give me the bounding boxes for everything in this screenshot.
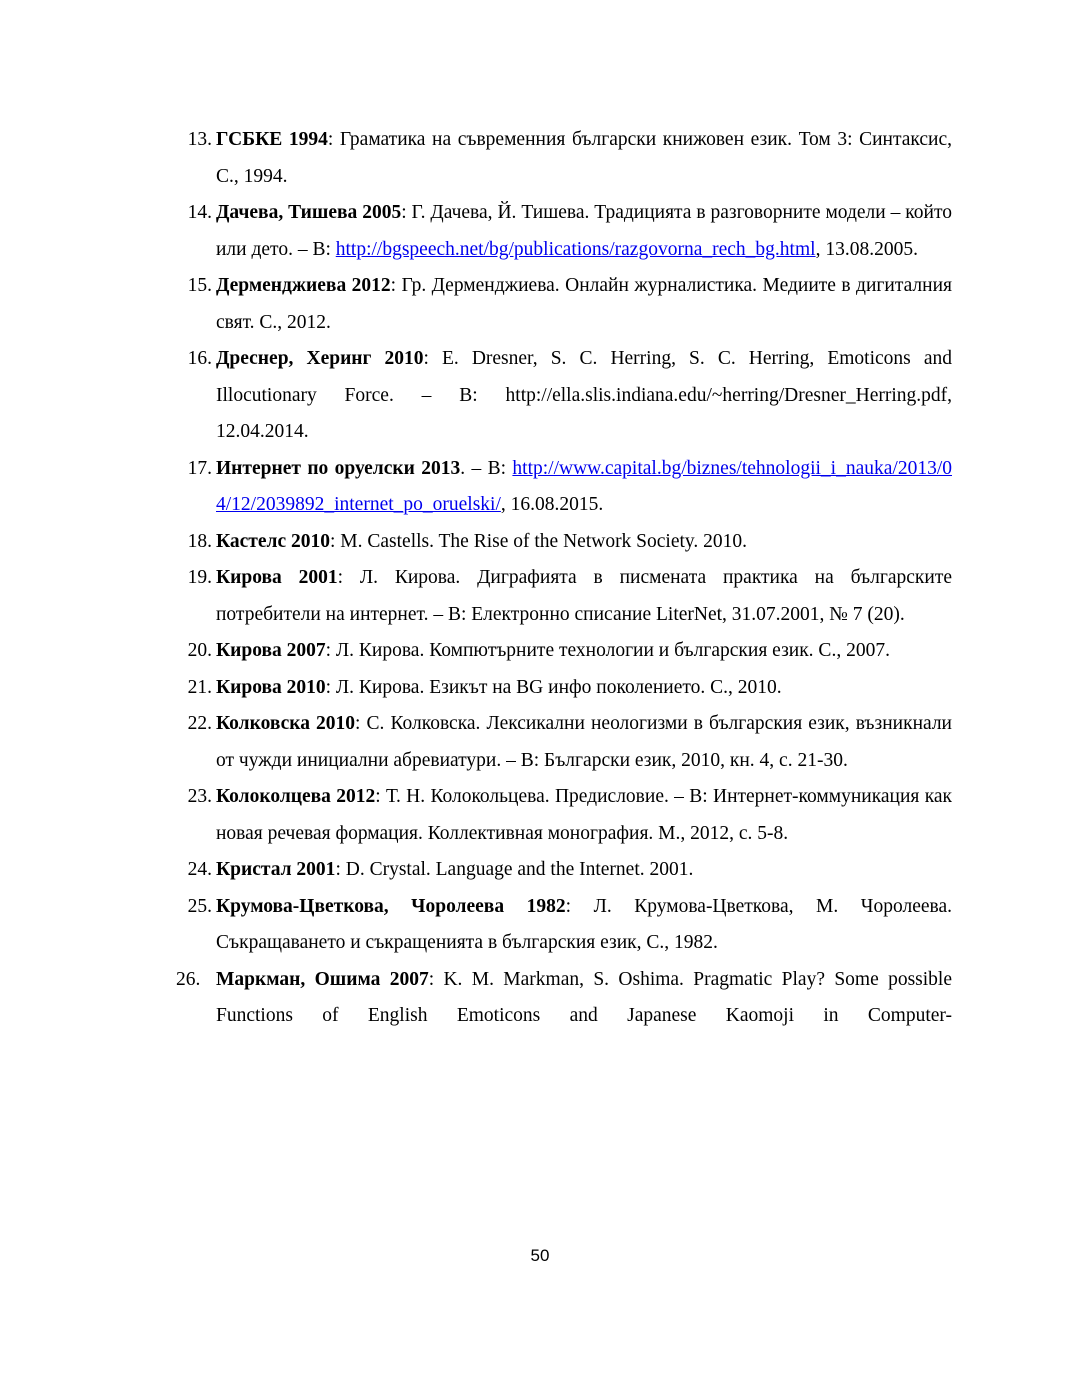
entry-number: 16. [187,348,212,369]
entry-text: : Л. Кирова. Компютърните технологии и българския език. С., 2007. [325,640,890,661]
entry-author: Кирова 2010 [216,676,326,698]
entry-number: 13. [187,129,212,150]
entry-author: Кирова 2007 [216,640,326,661]
bibliography-entry [176,122,952,195]
entry-number: 25. [187,895,212,917]
entry-author: Колковска 2010 [216,713,356,734]
entry-author: Крумова-Цветкова, Чоролеева 1982 [216,895,566,917]
bibliography-entry [176,268,952,341]
entry-link[interactable]: http://bgspeech.net/bg/publications/razgovorna_rech_bg.html [335,238,816,260]
entry-text: : M. Castells. The Rise of the Network Society. 2010. [330,530,748,552]
entry-text: : K. M. Markman, S. Oshima. Pragmatic Play? Some possible Functions of English Emoticons and Japanese Kaomoji in Computer- [216,968,953,1026]
entry-number: 17. [187,457,212,479]
entry-text: : Гр. Дерменджиева. Онлайн журналистика. Медиите в дигиталния свят. С., 2012. [216,275,952,333]
bibliography-entry [176,852,952,889]
bibliography-list [176,122,952,1035]
entry-author: Дачева, Тишева 2005 [216,202,402,223]
entry-number: 15. [187,275,212,296]
entry-link[interactable]: http://www.capital.bg/biznes/tehnologii_i_nauka/2013/04/12/2039892_internet_po_oruelski/ [216,457,952,515]
entry-author: Кирова 2001 [216,567,338,588]
bibliography-entry [176,633,952,670]
bibliography-entry [176,341,952,451]
entry-text: : Граматика на съвременния български книжовен език. Том 3: Синтаксис, С., 1994. [216,129,952,187]
entry-number: 19. [187,567,212,588]
entry-text: : С. Колковска. Лексикални неологизми в българския език, възникнали от чужди инициални абревиатури. – В: Български език, 2010, кн. 4, с. 21-30. [216,713,952,771]
entry-text-after: , 16.08.2015. [500,494,604,515]
entry-text: : D. Crystal. Language and the Internet. 2001. [335,859,694,880]
bibliography-entry [176,670,952,707]
bibliography-entry [176,706,952,779]
entry-text: . – В: [460,457,513,479]
entry-text-after: , 13.08.2005. [815,238,918,260]
entry-text: : Л. Крумова-Цветкова, М. Чоролеева. Съкращаването и съкращенията в българския език, С., 1982. [216,895,952,953]
entry-number: 20. [187,640,212,661]
entry-author: ГСБКЕ 1994 [216,129,328,150]
bibliography-entry [176,451,952,524]
bibliography-entry [176,779,952,852]
entry-author: Кастелс 2010 [216,530,330,552]
bibliography-entry [176,524,952,561]
entry-number: 26. [176,968,201,990]
entry-author: Кристал 2001 [216,859,336,880]
entry-number: 24. [187,859,212,880]
entry-text: : E. Dresner, S. C. Herring, S. C. Herring, Emoticons and Illocutionary Force. – В: http://ella.slis.indiana.edu/~herring/Dresner_Herring.pdf, 12.04.2014. [216,348,952,442]
entry-number: 14. [187,202,212,223]
bibliography-entry [176,962,952,1035]
entry-text: : Л. Кирова. Диграфията в писмената практика на българските потребители на интернет. – В: Електронно списание LiterNet, 31.07.2001, № 7 (20). [216,567,952,625]
bibliography-entry [176,889,952,962]
entry-text: : Т. Н. Колокольцева. Предисловие. – В: Интернет-коммуникация как новая речевая формация. Коллективная монография. М., 2012, с. 5-8. [216,786,953,844]
entry-number: 18. [187,530,212,552]
bibliography-entry [176,560,952,633]
entry-number: 21. [187,676,212,698]
entry-number: 22. [187,713,212,734]
entry-number: 23. [187,786,212,807]
entry-text: : Л. Кирова. Езикът на BG инфо поколението. С., 2010. [325,676,782,698]
entry-text: : Г. Дачева, Й. Тишева. Традицията в разговорните модели – който или дето. – В: [216,202,952,260]
entry-author: Колоколцева 2012 [216,786,376,807]
entry-author: Маркман, Ошима 2007 [216,968,429,990]
entry-author: Дерменджиева 2012 [216,275,391,296]
bibliography-entry [176,195,952,268]
entry-author: Интернет по оруелски 2013 [216,457,461,479]
entry-author: Дреснер, Херинг 2010 [216,348,424,369]
page-number: 50 [530,1246,550,1265]
